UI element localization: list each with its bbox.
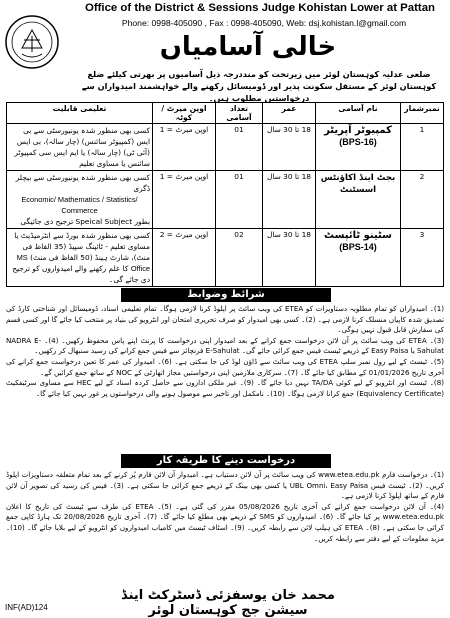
col-qualification: تعلیمی قابلیت <box>7 103 153 124</box>
age-cell: 18 تا 30 سال <box>263 229 316 287</box>
count-cell: 02 <box>216 229 263 287</box>
post-cell <box>316 229 401 287</box>
qualification-software: MS Office <box>16 253 150 273</box>
serial-cell: 2 <box>401 171 444 229</box>
how-to-apply-heading: درخواست دینے کا طریقہ کار <box>121 454 331 468</box>
serial-cell: 3 <box>401 229 444 287</box>
post-name: کمپیوٹر آپریٹر <box>324 125 392 136</box>
office-title: Office of the District & Sessions Judge Kohistan Lower at Pattan <box>84 2 435 14</box>
qualification-text: کسی بھی منظور شدہ یونیورسٹی سے بی ایس (کمپیوٹر سائنس) (چار سالہ)، بی ایس (آئی ٹی) (چار سالہ) یا ایم ایس سی کمپیوٹر سائنس یا مساوی تعلیم <box>14 126 150 168</box>
serial-cell: 1 <box>401 124 444 171</box>
count-cell: 01 <box>216 171 263 229</box>
advertisement-page <box>3 2 447 618</box>
col-count: تعداد آسامی <box>216 103 263 124</box>
quota-cell: اوپن میرٹ = 2 <box>153 229 216 287</box>
quota-cell: اوپن میرٹ = 1 <box>153 171 216 229</box>
post-bps: (BPS-14) <box>339 242 377 252</box>
court-emblem-logo <box>4 14 60 70</box>
qualification-text: کسی بھی منظور شدہ یونیورسٹی سے بیچلر ڈگری <box>15 173 150 193</box>
col-post: نام آسامی <box>316 103 401 124</box>
post-cell <box>316 171 401 229</box>
post-name: بجٹ اینڈ اکاؤنٹس اسسٹنٹ <box>320 173 396 195</box>
col-age: عمر <box>263 103 316 124</box>
terms-heading: شرائط وضوابط <box>121 288 331 302</box>
quota-cell: اوپن میرٹ = 1 <box>153 124 216 171</box>
count-cell: 01 <box>216 124 263 171</box>
terms-paragraph: (5)۔ ٹیسٹ کے لیے رول نمبر سلپ ETEA کی ویب سائٹ سے ڈاؤن لوڈ کی جا سکتی ہے۔ (6)۔ امیدوار کی عمر کا تعین درخواست جمع کرانے کی آخری تاریخ 01/01/2026 کے مطابق کیا جائے گا۔ (7)۔ سرکاری ملازمین اپنی درخواستیں مجاز اتھارٹی کے NOC کے ساتھ جمع کرائیں گے۔ <box>6 356 444 377</box>
post-bps: (BPS-16) <box>339 137 377 147</box>
qualification-note: بطور Speical Subject ترجیح دی جائیگی <box>20 217 150 226</box>
table-row <box>7 171 444 229</box>
qualification-text: کسی بھی منظور شدہ بورڈ سے انٹرمیڈیٹ یا مساوی تعلیم - ٹائپنگ سپیڈ (35 الفاظ فی منٹ)، شارٹ ہینڈ (50 الفاظ فی منٹ) <box>14 231 150 262</box>
howto-paragraph: (1)۔ درخواست فارم www.etea.edu.pk کی ویب سائٹ پر آن لائن دستیاب ہے۔ امیدوار آن لائن فارم پُر کرنے کے بعد تمام متعلقہ دستاویزات اپلوڈ کریں۔ (2)۔ ٹیسٹ فیس UBL Omni، Easy Paisa یا کسی بھی بینک کے ذریعے جمع کرائی جا سکتی ہے۔ (3)۔ فیس کی رسید کی تصویر آن لائن فارم کے ساتھ اپلوڈ کرنا لازمی ہے۔ <box>6 470 444 501</box>
col-serial: نمبرشمار <box>401 103 444 124</box>
qualification-note: کا علم رکھنے والے امیدواروں کو ترجیح دی جائے گی۔ <box>12 264 150 284</box>
intro-text: ضلعی عدلیہ کوہستان لوئر میں زیرتحت کو منددرجہ ذیل آسامیوں پر بھرتی کیلئے ضلع کوہستان لوئر کے مستقل سکونت پذیر اور ڈومیسائل رکھنے والے خواہشمند امیدواران سے درخواستیں مطلوب ہیں۔ <box>81 69 437 103</box>
col-quota: اوپن میرٹ / کوٹہ <box>153 103 216 124</box>
qualification-cell <box>7 229 153 287</box>
terms-paragraph: (8)۔ ٹیسٹ اور انٹرویو کے لیے کوئی TA/DA نہیں دیا جائے گا۔ (9)۔ غیر ملکی اداروں سے حاصل کردہ اسناد کے لیے HEC سے مساوی سرٹیفکیٹ (Equivalency Certificate) جمع کرانا لازمی ہوگا۔ (10)۔ نامکمل اور تاخیر سے موصول ہونے والی درخواستوں پر غور نہیں کیا جائے گا۔ <box>6 378 444 398</box>
qualification-subjects: Economic/ Mathematics / Statistics/ Commerce <box>21 195 138 215</box>
post-cell <box>316 124 401 171</box>
age-cell: 18 تا 30 سال <box>263 124 316 171</box>
qualification-cell <box>7 124 153 171</box>
vacancies-headline: خالی آسامیاں <box>159 32 337 62</box>
howto-paragraph: (4)۔ آن لائن درخواست جمع کرانے کی آخری تاریخ 05/08/2026 مقرر کی گئی ہے۔ (5)۔ ETEA کی طرف سے ٹیسٹ کی تاریخ کا اعلان www.etea.edu.pk پر کیا جائے گا۔ (6)۔ امیدواروں کو SMS کے ذریعے بھی مطلع کیا جائے گا۔ (7)۔ آخری تاریخ 20/08/2026 تک ہارڈ کاپی جمع کرائی جا سکتی ہے۔ (8)۔ ETEA کی ہیلپ لائن سے رابطہ کریں۔ (9)۔ اسٹاف ٹیسٹ میں کامیاب امیدواروں کو انٹرویو کے لیے بلایا جائے گا۔ (10)۔ مزید معلومات کے لیے دفتر سے رابطہ کریں۔ <box>6 501 444 543</box>
signatory-name: محمد خان یوسفزئی ڈسٹرکٹ اینڈ سیشن جج کوہستان لوئر <box>121 588 335 618</box>
terms-paragraph: (1)۔ امیدواران کو تمام مطلوبہ دستاویزات کو ETEA کی ویب سائٹ پر اپلوڈ کرنا لازمی ہوگا۔ تمام تعلیمی اسناد، ڈومیسائل اور شناختی کارڈ کی تصدیق شدہ کاپیاں منسلک کرنا لازمی ہے۔ (2)۔ کسی بھی امیدوار کو صرف تحریری امتحان اور انٹرویو کی بنیاد پر منتخب کیا جائے گا اور کسی قسم کی سفارش قابل قبول نہیں ہوگی۔ <box>6 304 444 335</box>
terms-body <box>6 304 444 440</box>
terms-paragraph: (3)۔ ETEA کی ویب سائٹ پر آن لائن درخواست جمع کرانے کے بعد امیدوار اپنی درخواست کا پرنٹ اپنے پاس محفوظ رکھیں۔ (4)۔ NADRA E-Sahulat یا Easy Paisa کے ذریعے ٹیسٹ فیس جمع کرائی جائے گی۔ E-Sahulat فرنچائز سے فیس جمع کرانے کی رسید سنبھال کر رکھیں۔ <box>6 335 444 356</box>
post-name: سٹینو ٹائپسٹ <box>324 230 392 241</box>
table-header-row <box>7 103 444 124</box>
office-contact: Phone: 0998-405090 , Fax : 0998-405090, Web: dsj.kohistan.l@gmail.com <box>121 18 407 28</box>
age-cell: 18 تا 30 سال <box>263 171 316 229</box>
table-row <box>7 229 444 287</box>
how-to-apply-body <box>6 470 444 584</box>
inf-reference: INF(AD)124 <box>5 603 48 612</box>
qualification-cell <box>7 171 153 229</box>
vacancies-table <box>6 102 444 287</box>
table-row <box>7 124 444 171</box>
